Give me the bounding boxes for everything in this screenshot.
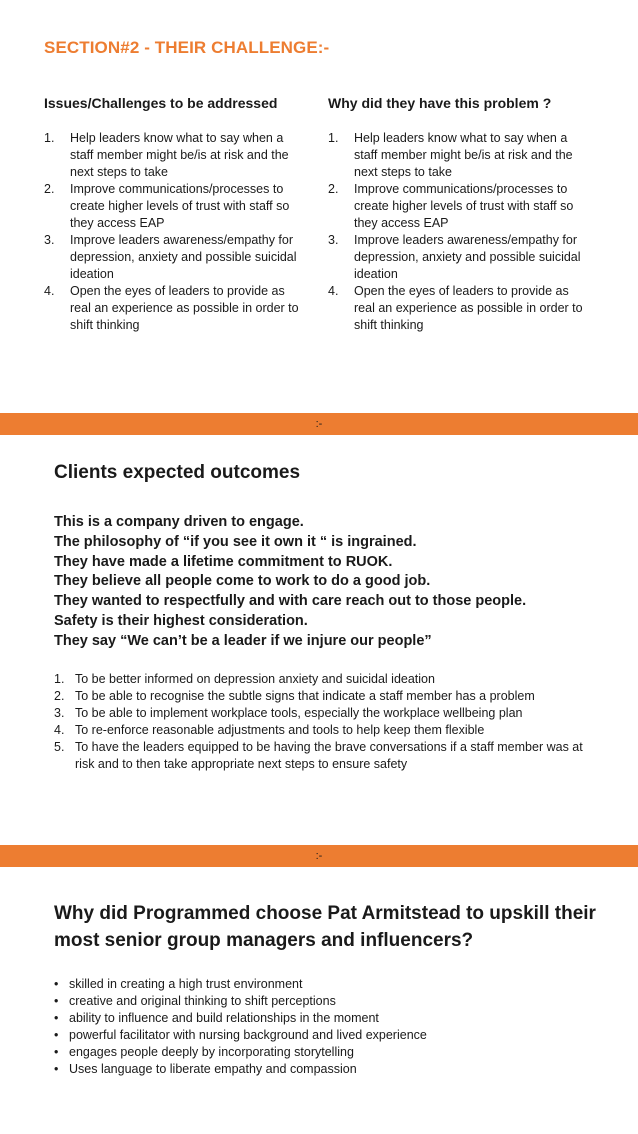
issues-heading: Issues/Challenges to be addressed [44, 95, 278, 111]
why-pat-title: Why did Programmed choose Pat Armitstead to upskill their most senior group managers and influencers? [54, 903, 596, 951]
why-pat-item: • Uses language to liberate empathy and compassion [54, 1062, 357, 1076]
bullet-icon: • [54, 1028, 59, 1042]
bullet-icon: • [54, 994, 59, 1008]
section-divider: :- [0, 845, 638, 867]
outcome-item: 5. To have the leaders equipped to be having the brave conversations if a staff member was at risk and to then take appropriate next steps to ensure safety [54, 740, 583, 771]
outcome-item: 3. To be able to implement workplace tools, especially the workplace wellbeing plan [54, 706, 523, 720]
section-title: SECTION#2 - THEIR CHALLENGE:- [44, 38, 330, 57]
issues-column [44, 94, 304, 334]
why-problem-item: 2. Improve communications/processes to create higher levels of trust with staff so they access EAP [328, 182, 574, 230]
why-pat-list [54, 976, 574, 1078]
philosophy-line: The philosophy of “if you see it own it “ is ingrained. [54, 533, 417, 550]
philosophy-line: This is a company driven to engage. [54, 514, 304, 530]
why-problem-heading: Why did they have this problem ? [328, 95, 552, 111]
issues-item: 1. Help leaders know what to say when a staff member might be/is at risk and the next steps to take [44, 131, 289, 179]
why-pat-item: • creative and original thinking to shift perceptions [54, 994, 336, 1008]
philosophy-line: They believe all people come to work to do a good job. [54, 573, 431, 590]
issues-list [44, 130, 304, 334]
why-pat-item: • skilled in creating a high trust environment [54, 977, 303, 991]
philosophy-line: They have made a lifetime commitment to RUOK. [54, 553, 393, 570]
issues-item: 4. Open the eyes of leaders to provide as real an experience as possible in order to shift thinking [44, 284, 299, 332]
outcomes-title: Clients expected outcomes [54, 462, 301, 483]
section-divider: :- [0, 413, 638, 435]
philosophy-line: Safety is their highest consideration. [54, 612, 308, 629]
bullet-icon: • [54, 1045, 59, 1059]
outcome-item: 4. To re-enforce reasonable adjustments and tools to help keep them flexible [54, 723, 485, 737]
why-problem-item: 1. Help leaders know what to say when a staff member might be/is at risk and the next steps to take [328, 131, 573, 179]
issues-item: 2. Improve communications/processes to create higher levels of trust with staff so they access EAP [44, 182, 290, 230]
why-problem-item: 3. Improve leaders awareness/empathy for depression, anxiety and possible suicidal ideation [328, 233, 581, 281]
outcomes-list [54, 671, 594, 773]
issues-item: 3. Improve leaders awareness/empathy for depression, anxiety and possible suicidal ideation [44, 233, 297, 281]
why-pat-item: • powerful facilitator with nursing background and lived experience [54, 1028, 427, 1042]
why-pat-item: • engages people deeply by incorporating storytelling [54, 1045, 354, 1059]
outcome-item: 2. To be able to recognise the subtle signs that indicate a staff member has a problem [54, 689, 535, 703]
why-problem-item: 4. Open the eyes of leaders to provide as real an experience as possible in order to shift thinking [328, 284, 583, 332]
philosophy-line: They wanted to respectfully and with care reach out to those people. [54, 593, 527, 610]
outcome-item: 1. To be better informed on depression anxiety and suicidal ideation [54, 672, 435, 686]
why-problem-list [328, 130, 588, 334]
philosophy-line: They say “We can’t be a leader if we injure our people” [54, 632, 432, 649]
bullet-icon: • [54, 1011, 59, 1025]
why-pat-item: • ability to influence and build relationships in the moment [54, 1011, 379, 1025]
company-philosophy [54, 513, 614, 652]
why-problem-column [328, 94, 588, 334]
bullet-icon: • [54, 1062, 59, 1076]
bullet-icon: • [54, 977, 59, 991]
